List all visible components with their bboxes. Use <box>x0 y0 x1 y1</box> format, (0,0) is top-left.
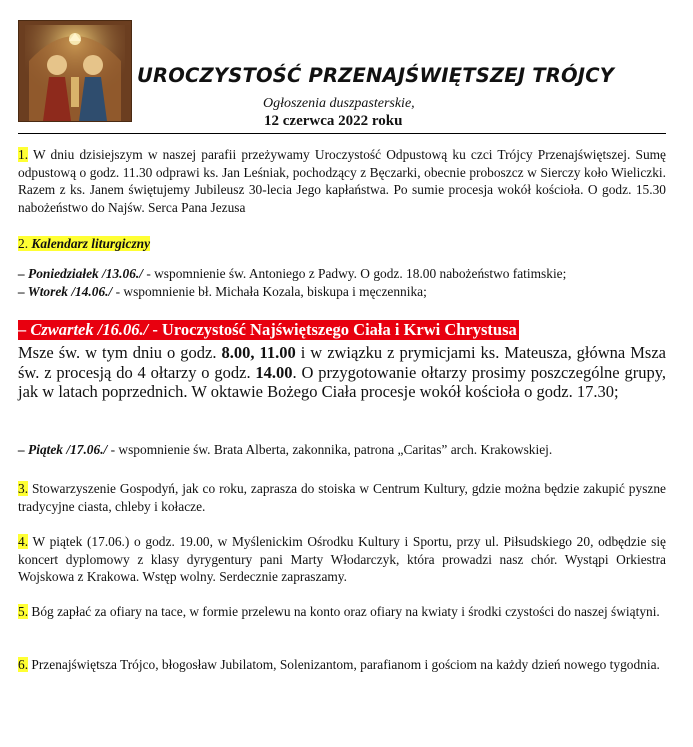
feast-title: - Uroczystość Najświętszego Ciała i Krwi Chrystusa <box>148 320 517 339</box>
day-description: - wspomnienie bł. Michała Kozala, biskupa i męczennika; <box>112 283 427 299</box>
item-number: 5. <box>18 604 29 619</box>
item-text: W dniu dzisiejszym w naszej parafii przeżywamy Uroczystość Odpustową ku czci Trójcy Przenajświętszej. Sumę odpustową o godz. 11.30 odprawi ks. Jan Leśniak, pochodzący z Bęczarki, obecnie proboszcz w Sierczy koło Wieliczki. Razem z ks. Janem świętujemy Jubileusz 30-lecia Jego kapłaństwa. Po sumie procesja wokół kościoła. O godz. 15.30 nabożeństwo do Najśw. Serca Pana Jezusa <box>18 147 666 215</box>
details-text: i w związku z prymicjami ks. Mateusza, główna Msza św. z procesją do 4 ołtarzy o godz. <box>18 343 666 382</box>
announcement-date: 12 czerwca 2022 roku <box>264 113 403 129</box>
day-name: – Piątek /17.06./ <box>18 442 108 457</box>
announcement-3 <box>18 480 666 515</box>
corpus-christi-banner <box>18 320 519 340</box>
page-subtitle: Ogłoszenia duszpasterskie, <box>263 96 415 111</box>
item-number: 3. <box>18 481 29 496</box>
item-text: Bóg zapłać za ofiary na tace, w formie przelewu na konto oraz ofiary na kwiaty i środki czystości do naszej świątyni. <box>28 604 660 619</box>
details-text: . O przygotowanie ołtarzy prosimy poszczególne grupy, jak w latach poprzednich. W oktawie Bożego Ciała procesje wokół kościoła o godz. 17.30; <box>18 362 666 402</box>
details-text: Msze św. w tym dniu o godz. <box>18 343 222 362</box>
day-description: - wspomnienie św. Antoniego z Padwy. O godz. 18.00 nabożeństwo fatimskie; <box>142 266 567 281</box>
announcement-2 <box>18 235 666 253</box>
friday-entry <box>18 441 666 459</box>
item-number: 4. <box>18 534 29 549</box>
page-title: UROCZYSTOŚĆ PRZENAJŚWIĘTSZEJ TRÓJCY <box>137 64 615 87</box>
holy-trinity-painting <box>18 20 132 122</box>
item-number: 2. <box>18 236 29 251</box>
procession-hour: 14.00 <box>255 362 293 382</box>
day-name: – Wtorek /14.06./ <box>18 283 113 299</box>
item-text: Przenajświętsza Trójco, błogosław Jubilatom, Solenizantom, parafianom i gościom na każdy dzień nowego tygodnia. <box>28 657 660 672</box>
announcement-5 <box>18 603 666 621</box>
liturgical-days <box>18 265 666 300</box>
item-text: W piątek (17.06.) o godz. 19.00, w Myślenickim Ośrodku Kultury i Sportu, przy ul. Piłsudskiego 20, odbędzie się koncert dyplomowy z klasy dyrygentury pani Marty Włodarczyk, która prowadzi nasz chór. Wystąpi Orkiestra Wojskowa z Krakowa. Wstęp wolny. Serdecznie zapraszamy. <box>18 534 666 585</box>
day-name: – Czwartek /16.06./ <box>18 320 149 339</box>
item-number: 6. <box>18 657 29 672</box>
announcement-1 <box>18 146 666 216</box>
item-text: Stowarzyszenie Gospodyń, jak co roku, zaprasza do stoiska w Centrum Kultury, gdzie można będzie zakupić pyszne tradycyjne ciasta, chleby i kołacze. <box>18 481 666 514</box>
holy-trinity-painting-icon <box>19 21 131 121</box>
announcement-6 <box>18 656 666 674</box>
mass-hours: 8.00, 11.00 <box>221 343 296 362</box>
day-entry <box>18 265 666 283</box>
announcement-4 <box>18 533 666 586</box>
calendar-label: Kalendarz liturgiczny <box>28 236 151 251</box>
corpus-christi-details <box>18 343 666 402</box>
day-name: – Poniedziałek /13.06./ <box>18 266 143 281</box>
item-number: 1. <box>18 147 29 162</box>
calendar-heading <box>18 236 150 251</box>
day-description: - wspomnienie św. Brata Alberta, zakonnika, patrona „Caritas” arch. Krakowskiej. <box>107 442 553 457</box>
header-divider <box>18 133 666 134</box>
day-entry <box>18 283 666 301</box>
